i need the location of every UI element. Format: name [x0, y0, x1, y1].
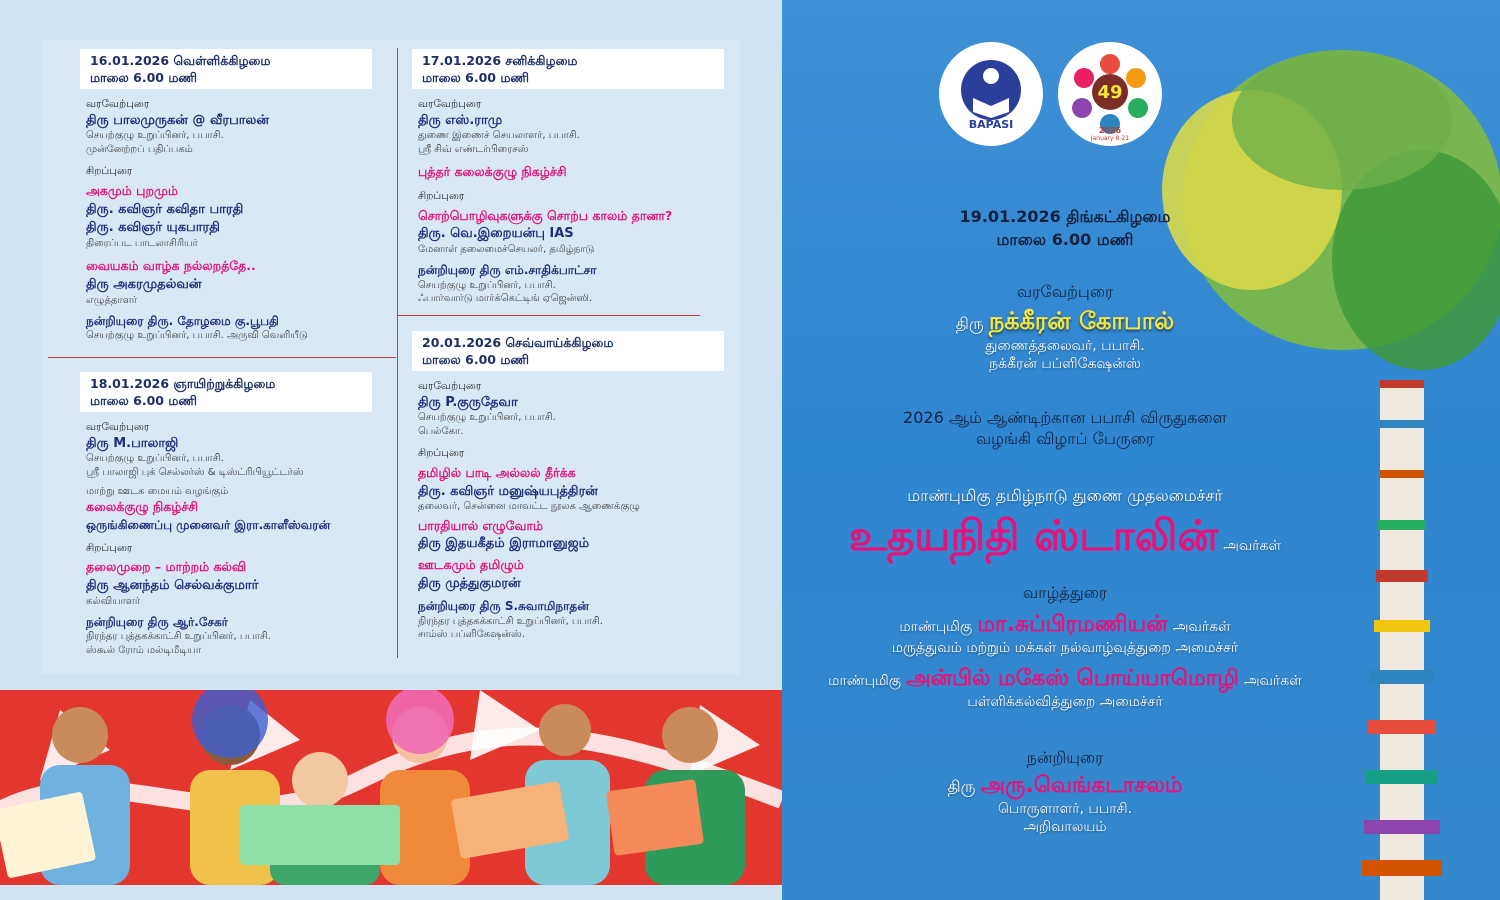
main-date: 19.01.2026 திங்கட்கிழமை	[959, 207, 1171, 226]
day1-welcome-desc2: முன்னேற்றப் பதிப்பகம்	[86, 143, 193, 155]
main-thanks-desc1: பொருளாளர், பபாசி.	[998, 801, 1132, 817]
day3-topic1: தலைமுறை – மாற்றம் கல்வி	[86, 559, 247, 575]
day4-thanks-desc1: நிரந்தர புத்தகக்காட்சி உறுப்பினர், பபாசி.	[418, 615, 603, 627]
fair-dates: January 8-21	[1090, 135, 1130, 142]
day3-welcome-desc2: ஸ்ரீ பாலாஜி புக் செல்லர்ஸ் & டிஸ்ட்ரிபியூட்டர்ஸ்	[86, 466, 304, 478]
day2-welcome-desc2: ஸ்ரீ சிவ் எண்டர்பிரைசஸ்	[418, 143, 529, 155]
day4-welcome-desc2: பெல்கோ.	[418, 425, 464, 437]
readers-illustration	[0, 690, 782, 885]
day3-thanks-desc2: ஸ்கூல் ரோம் மல்டிமீடியா	[86, 644, 202, 656]
day1-welcome-desc1: செயற்குழு உறுப்பினர், பபாசி.	[86, 130, 224, 142]
day1-speaker3: திரு அகரமுதல்வன்	[86, 276, 202, 292]
day4-program	[418, 331, 718, 642]
day2-thanks-desc1: செயற்குழு உறுப்பினர், பபாசி.	[418, 279, 556, 291]
bapasi-logo	[939, 42, 1043, 146]
main-welcome	[782, 282, 1348, 374]
day4-speaker2: திரு இதயகீதம் இராமானுஜம்	[418, 536, 590, 552]
day3-welcome-label: வரவேற்புரை	[86, 420, 150, 433]
award-line1: 2026 ஆம் ஆண்டிற்கான பபாசி விருதுகளை	[903, 408, 1227, 427]
fair-number: 49	[1097, 82, 1123, 103]
main-welcome-name: நக்கீரன் கோபால்	[988, 307, 1175, 335]
greetings	[782, 583, 1348, 712]
fair-year: 2026	[1098, 126, 1122, 135]
day4-date: 20.01.2026 செவ்வாய்க்கிழமை	[422, 335, 614, 350]
day4-welcome-desc1: செயற்குழு உறுப்பினர், பபாசி.	[418, 412, 556, 424]
day1-thanks-desc: செயற்குழு உறுப்பினர், பபாசி. அருவி வெளியீடு	[86, 330, 308, 342]
day4-time: மாலை 6.00 மணி	[422, 351, 529, 367]
day3-speaker1-desc: கல்வியாளர்	[86, 595, 141, 607]
day4-topic3: ஊடகமும் தமிழும்	[418, 556, 524, 572]
day2-time: மாலை 6.00 மணி	[422, 69, 529, 85]
day2-date: 17.01.2026 சனிக்கிழமை	[422, 53, 578, 68]
day2-topic1: சொற்பொழிவுகளுக்கு சொற்ப காலம் தானா?	[418, 207, 673, 223]
main-event-info	[782, 207, 1348, 251]
day1-speaker1: திரு. கவிஞர் கவிதா பாரதி	[86, 201, 244, 217]
main-thanks-desc2: அறிவாலயம்	[1023, 819, 1107, 835]
award-info	[782, 408, 1348, 450]
day1-time: மாலை 6.00 மணி	[90, 69, 197, 85]
day3-thanks-desc1: நிரந்தர புத்தகக்காட்சி உறுப்பினர், பபாசி.	[86, 631, 271, 643]
main-thanks-name: அரு.வெங்கடாசலம்	[980, 773, 1183, 798]
m1-suffix: அவர்கள்	[1172, 619, 1231, 635]
day3-welcome-name: திரு M.பாலாஜி	[86, 435, 179, 451]
m2-name: அன்பில் மகேஸ் பொய்யாமொழி	[906, 666, 1239, 691]
day4-speaker3: திரு முத்துகுமரன்	[418, 575, 521, 591]
day1-topic2: வையகம் வாழ்க நல்லறத்தே..	[86, 258, 256, 274]
day2-header	[412, 49, 724, 89]
main-thanks-label: நன்றியுரை	[1026, 748, 1104, 767]
divider-vertical	[397, 48, 398, 658]
day2-program	[418, 49, 718, 306]
main-welcome-desc1: துணைத்தலைவர், பபாசி.	[985, 338, 1145, 354]
readers-illustration-art	[0, 690, 782, 885]
day4-thanks: நன்றியுரை திரு S.சுவாமிநாதன்	[418, 599, 589, 614]
day3-special-label: சிறப்புரை	[86, 542, 133, 555]
m2-role: பள்ளிக்கல்வித்துறை அமைச்சர்	[967, 694, 1163, 710]
day2-welcome-desc1: துணை இணைச் செயலாளர், பபாசி.	[418, 130, 580, 142]
day2-event: புத்தர் கலைக்குழு நிகழ்ச்சி	[418, 164, 567, 180]
day1-header	[80, 49, 372, 89]
day1-special-label: சிறப்புரை	[86, 165, 133, 178]
bapasi-label: BAPASI	[968, 118, 1014, 131]
divider-left	[48, 357, 396, 358]
m2-prefix: மாண்புமிகு	[828, 673, 902, 689]
day1-speaker3-desc: எழுத்தாளர்	[86, 294, 137, 306]
day3-present: மாற்று ஊடக மையம் வழங்கும்	[86, 486, 229, 498]
day3-program	[86, 372, 376, 657]
day2-speaker1: திரு. வெ.இறையன்பு IAS	[418, 226, 574, 242]
award-line2: வழங்கி விழாப் பேருரை	[975, 429, 1155, 448]
greet-label: வாழ்த்துரை	[1022, 583, 1108, 602]
day1-program	[86, 49, 376, 343]
main-welcome-prefix: திரு	[955, 314, 984, 333]
main-welcome-label: வரவேற்புரை	[1016, 282, 1114, 301]
day1-welcome-name: திரு பாலமுருகன் @ வீரபாலன்	[86, 112, 269, 128]
day4-speaker1: திரு. கவிஞர் மனுஷ்யபுத்திரன்	[418, 483, 598, 499]
day3-event: கலைக்குழு நிகழ்ச்சி	[86, 498, 199, 514]
m2-suffix: அவர்கள்	[1243, 673, 1302, 689]
chief-name: உதயநிதி ஸ்டாலின்	[848, 511, 1219, 560]
main-time: மாலை 6.00 மணி	[996, 230, 1134, 249]
main-welcome-desc2: நக்கீரன் பப்ளிகேஷன்ஸ்	[989, 356, 1141, 372]
main-thanks	[782, 748, 1348, 837]
day3-coordinator: ஒருங்கிணைப்பு முனைவர் இரா.காளீஸ்வரன்	[86, 517, 331, 532]
chief-guest	[782, 486, 1348, 566]
day4-speaker1-desc: தலைவர், சென்னை மாவட்ட நூலக ஆணைக்குழு	[418, 501, 640, 513]
day1-speaker2: திரு. கவிஞர் யுகபாரதி	[86, 220, 220, 236]
m1-prefix: மாண்புமிகு	[899, 619, 973, 635]
day1-welcome-label: வரவேற்புரை	[86, 97, 150, 110]
day4-topic1: தமிழில் பாடி அல்லல் தீர்க்க	[418, 464, 576, 480]
day1-date: 16.01.2026 வெள்ளிக்கிழமை	[90, 53, 271, 68]
chief-title: மாண்புமிகு தமிழ்நாடு துணை முதலமைச்சர்	[907, 486, 1223, 505]
right-panel	[782, 0, 1500, 900]
day2-speaker1-desc: மேனாள் தலைமைச்செயலர், தமிழ்நாடு	[418, 243, 595, 255]
day2-thanks: நன்றியுரை திரு எம்.சாதிக்பாட்சா	[418, 263, 597, 278]
day4-thanks-desc2: சாம்ஸ் பப்ளிகேஷன்ஸ்.	[418, 629, 525, 641]
book-fair-logo	[1058, 42, 1162, 146]
chief-suffix: அவர்கள்	[1223, 538, 1282, 554]
day1-speaker2-desc: திரைப்பட பாடலாசிரியர்	[86, 237, 198, 249]
divider-right	[398, 315, 700, 316]
main-thanks-prefix: திரு	[947, 777, 976, 796]
day3-speaker1: திரு ஆனந்தம் செல்வக்குமார்	[86, 578, 259, 594]
day4-welcome-name: திரு P.குருதேவா	[418, 394, 518, 410]
day2-welcome-label: வரவேற்புரை	[418, 97, 482, 110]
day4-topic2: பாரதியால் எழுவோம்	[418, 517, 544, 533]
day3-time: மாலை 6.00 மணி	[90, 392, 197, 408]
day3-thanks: நன்றியுரை திரு ஆர்.சேகர்	[86, 615, 228, 630]
day1-topic1: அகமும் புறமும்	[86, 182, 178, 198]
day4-header	[412, 331, 724, 371]
day4-special-label: சிறப்புரை	[418, 447, 465, 460]
day3-date: 18.01.2026 ஞாயிற்றுக்கிழமை	[90, 376, 276, 391]
day2-special-label: சிறப்புரை	[418, 190, 465, 203]
m1-role: மருத்துவம் மற்றும் மக்கள் நல்வாழ்வுத்துறை அமைச்சர்	[891, 640, 1239, 656]
day2-thanks-desc2: ஃபார்வார்டு மார்க்கெட்டிங் ஏஜென்ஸி.	[418, 293, 593, 305]
day3-welcome-desc1: செயற்குழு உறுப்பினர், பபாசி.	[86, 453, 224, 465]
day1-thanks: நன்றியுரை திரு. தோழமை கு.பூபதி	[86, 314, 279, 329]
day3-header	[80, 372, 372, 412]
day4-welcome-label: வரவேற்புரை	[418, 379, 482, 392]
m1-name: மா.சுப்பிரமணியன்	[977, 612, 1168, 637]
day2-welcome-name: திரு எஸ்.ராமு	[418, 112, 503, 128]
